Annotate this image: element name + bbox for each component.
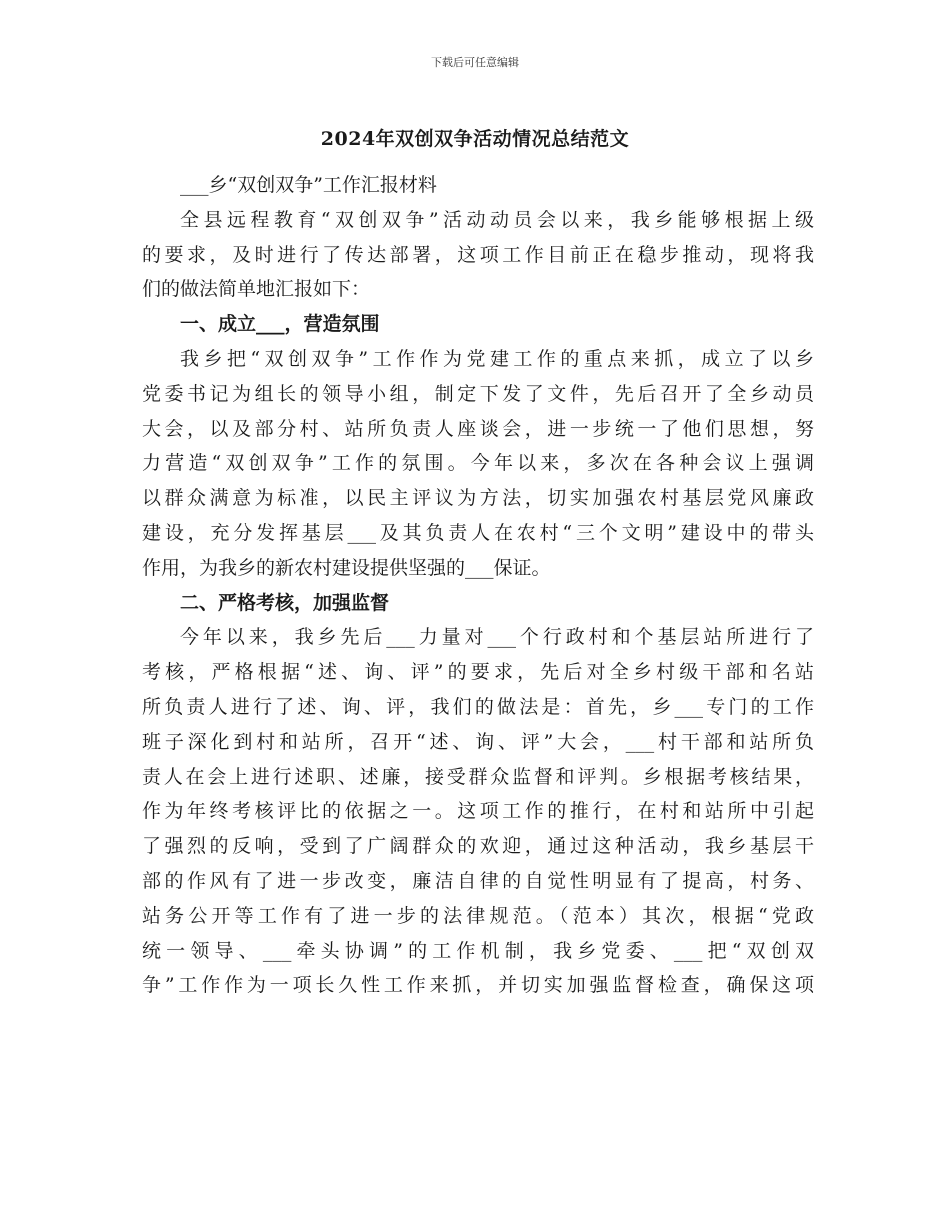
- paragraph-line: 作为年终考核评比的依据之一。这项工作的推行，在村和站所中引起: [142, 800, 814, 823]
- paragraph-line: 大会，以及部分村、站所负责人座谈会，进一步统一了他们思想，努: [142, 417, 814, 440]
- paragraph-line: 们的做法简单地汇报如下：: [142, 278, 371, 301]
- paragraph-line: 力营造“双创双争”工作的氛围。今年以来，多次在各种会议上强调: [142, 452, 814, 475]
- paragraph-line: 的要求，及时进行了传达部署，这项工作目前正在稳步推动，现将我: [142, 243, 814, 266]
- paragraph-line: 班子深化到村和站所，召开“述、询、评”大会，___村干部和站所负: [142, 730, 814, 753]
- paragraph-line: 作用，为我乡的新农村建设提供坚强的___保证。: [142, 556, 551, 579]
- paragraph-line: 站务公开等工作有了进一步的法律规范。（范本）其次，根据“党政: [142, 904, 814, 927]
- paragraph-line: 建设，充分发挥基层___及其负责人在农村“三个文明”建设中的带头: [142, 521, 814, 544]
- paragraph-line: 考核，严格根据“述、询、评”的要求，先后对全乡村级干部和名站: [142, 661, 814, 684]
- paragraph-line: 统一领导、___牵头协调”的工作机制，我乡党委、___把“双创双: [142, 939, 814, 962]
- document-title: 2024年双创双争活动情况总结范文: [320, 128, 630, 150]
- header-note: 下载后可任意编辑: [431, 56, 519, 69]
- paragraph-line: 我乡把“双创双争”工作作为党建工作的重点来抓，成立了以乡: [180, 347, 814, 370]
- paragraph-line: 部的作风有了进一步改变，廉洁自律的自觉性明显有了提高，村务、: [142, 869, 814, 892]
- paragraph-line: 争”工作作为一项长久性工作来抓，并切实加强监督检查，确保这项: [142, 974, 814, 997]
- paragraph-line: 以群众满意为标准，以民主评议为方法，切实加强农村基层党风廉政: [142, 487, 814, 510]
- section-heading: 一、成立___，营造氛围: [180, 313, 380, 336]
- paragraph-line: 全县远程教育“双创双争”活动动员会以来，我乡能够根据上级: [180, 208, 814, 231]
- paragraph-line: 党委书记为组长的领导小组，制定下发了文件，先后召开了全乡动员: [142, 382, 814, 405]
- subtitle-line: ___乡“双创双争”工作汇报材料: [180, 174, 437, 196]
- paragraph-line: 今年以来，我乡先后___力量对___个行政村和个基层站所进行了: [180, 626, 814, 649]
- document-body: [142, 168, 814, 1003]
- section-heading: 二、严格考核，加强监督: [180, 591, 390, 614]
- paragraph-line: 了强烈的反响，受到了广阔群众的欢迎，通过这种活动，我乡基层干: [142, 835, 814, 858]
- paragraph-line: 所负责人进行了述、询、评，我们的做法是：首先，乡___专门的工作: [142, 695, 814, 718]
- paragraph-line: 责人在会上进行述职、述廉，接受群众监督和评判。乡根据考核结果，: [142, 765, 814, 788]
